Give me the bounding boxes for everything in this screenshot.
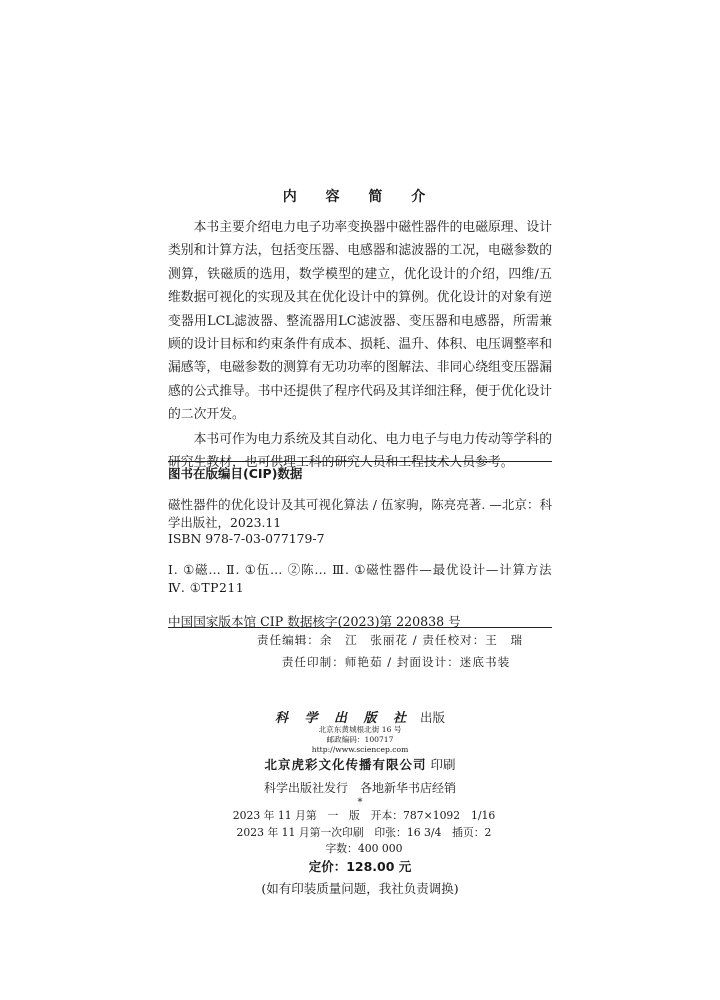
cip-bibliographic-entry: 磁性器件的优化设计及其可视化算法 / 伍家驹，陈亮亮著. —北京：科学出版社，2023.11 [168, 497, 552, 530]
summary-paragraph-1: 本书主要介绍电力电子功率变换器中磁性器件的电磁原理、设计类别和计算方法，包括变压器、电感器和滤波器的工况，电磁参数的测算，铁磁质的选用，数学模型的建立，优化设计的介绍，四维/五维数据可视化的实现及其在优化设计中的算例。优化设计的对象有逆变器用LCL滤波器、整流器用LC滤波器、变压器和电感器，所需兼顾的设计目标和约束条件有成本、损耗、温升、体积、电压调整率和漏感等，电磁参数的测算有无功功率的图解法、非同心绕组变压器漏感的公式推导。书中还提供了程序代码及其详细注释，便于优化设计的二次开发。 [168, 220, 552, 423]
printer-line [0, 755, 720, 773]
price: 定价：128.00 元 [308, 859, 412, 874]
publisher-logo-text: 科 学 出 版 社 [274, 711, 413, 726]
editor-credits: 责任编辑：余 江 张丽花 / 责任校对：王 瑞 [256, 633, 524, 647]
printer-suffix: 印刷 [430, 757, 456, 772]
content-summary [168, 216, 552, 474]
edition-line: 2023 年 11 月第 一 版 开本：787×1092 1/16 [232, 809, 496, 822]
cip-top-rule [168, 461, 552, 462]
cip-classification: Ⅰ. ①磁… Ⅱ. ①伍… ②陈… Ⅲ. ①磁性器件—最优设计—计算方法 Ⅳ. ①TP211 [168, 562, 552, 595]
publisher-postcode: 邮政编码：100717 [326, 735, 394, 744]
printing-line: 2023 年 11 月第一次印刷 印张：16 3/4 插页：2 [236, 826, 492, 839]
publisher-line [0, 707, 720, 726]
printer-name: 北京虎彩文化传播有限公司 [264, 757, 427, 772]
publisher-url: http://www.sciencep.com [311, 745, 409, 754]
separator-mark: * [357, 797, 363, 808]
distribution-line: 科学出版社发行 各地新华书店经销 [263, 781, 456, 795]
publisher-suffix: 出版 [420, 710, 446, 725]
production-credits: 责任印制：师艳茹 / 封面设计：迷底书装 [281, 655, 511, 669]
cip-bottom-rule [168, 627, 552, 628]
cip-isbn: ISBN 978-7-03-077179-7 [168, 531, 325, 546]
page-title: 内 容 简 介 [282, 189, 438, 205]
cip-heading: 图书在版编目(CIP)数据 [168, 466, 303, 481]
cip-number: 中国国家版本馆 CIP 数据核字(2023)第 220838 号 [168, 614, 461, 629]
summary-paragraph-2: 本书可作为电力系统及其自动化、电力电子与电力传动等学科的研究生教材，也可供理工科的研究人员和工程技术人员参考。 [168, 431, 552, 471]
publisher-address: 北京东黄城根北街 16 号 [318, 725, 402, 734]
word-count: 字数：400 000 [325, 842, 403, 855]
quality-notice: (如有印装质量问题，我社负责调换) [261, 881, 459, 896]
